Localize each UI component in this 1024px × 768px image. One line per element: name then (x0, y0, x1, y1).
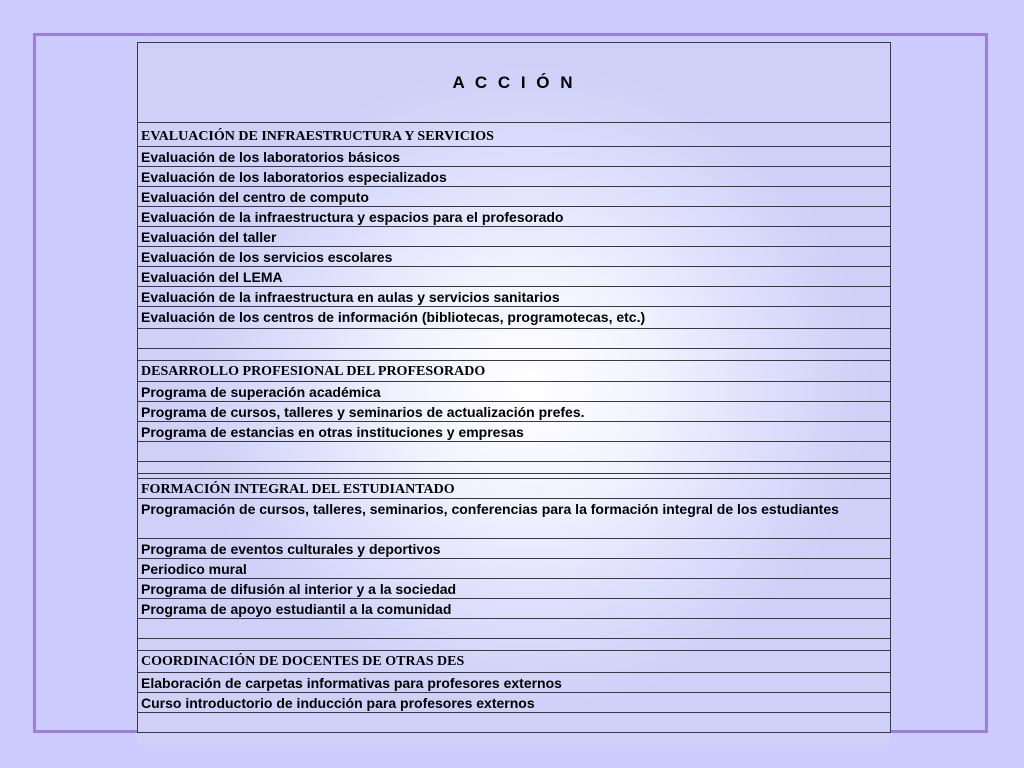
table-row: Evaluación de los laboratorios básicos (137, 146, 891, 166)
empty-row (137, 441, 891, 461)
table-row: Evaluación de los centros de información (bibliotecas, programotecas, etc.) (137, 306, 891, 328)
section-title-desarrollo-profesional: DESARROLLO PROFESIONAL DEL PROFESORADO (137, 360, 891, 381)
table-row: Evaluación de los servicios escolares (137, 246, 891, 266)
table-row: Programa de difusión al interior y a la sociedad (137, 578, 891, 598)
table-row: Programación de cursos, talleres, seminarios, conferencias para la formación integral de los estudiantes (137, 498, 891, 538)
table-row: Programa de cursos, talleres y seminarios de actualización prefes. (137, 401, 891, 421)
section-title-coordinacion-docentes: COORDINACIÓN DE DOCENTES DE OTRAS DES (137, 650, 891, 672)
table-row: Evaluación de la infraestructura y espacios para el profesorado (137, 206, 891, 226)
table-row: Programa de estancias en otras instituciones y empresas (137, 421, 891, 441)
empty-row (137, 712, 891, 733)
table-row: Elaboración de carpetas informativas para profesores externos (137, 672, 891, 692)
table-row: Evaluación de los laboratorios especializados (137, 166, 891, 186)
table-row: Programa de superación académica (137, 381, 891, 401)
table-row: Evaluación del taller (137, 226, 891, 246)
section-title-infraestructura: EVALUACIÓN DE INFRAESTRUCTURA Y SERVICIOS (137, 122, 891, 146)
empty-row (137, 328, 891, 348)
action-table (137, 42, 891, 745)
table-row: Curso introductorio de inducción para profesores externos (137, 692, 891, 712)
table-row: Programa de apoyo estudiantil a la comunidad (137, 598, 891, 618)
empty-row (137, 348, 891, 360)
empty-row (137, 461, 891, 473)
table-header: A C C I Ó N (137, 42, 891, 122)
empty-row (137, 618, 891, 638)
table-row: Evaluación del LEMA (137, 266, 891, 286)
section-title-formacion-integral: FORMACIÓN INTEGRAL DEL ESTUDIANTADO (137, 478, 891, 498)
table-row: Programa de eventos culturales y deportivos (137, 538, 891, 558)
table-row: Evaluación del centro de computo (137, 186, 891, 206)
table-row: Periodico mural (137, 558, 891, 578)
table-row: Evaluación de la infraestructura en aulas y servicios sanitarios (137, 286, 891, 306)
empty-row (137, 638, 891, 650)
